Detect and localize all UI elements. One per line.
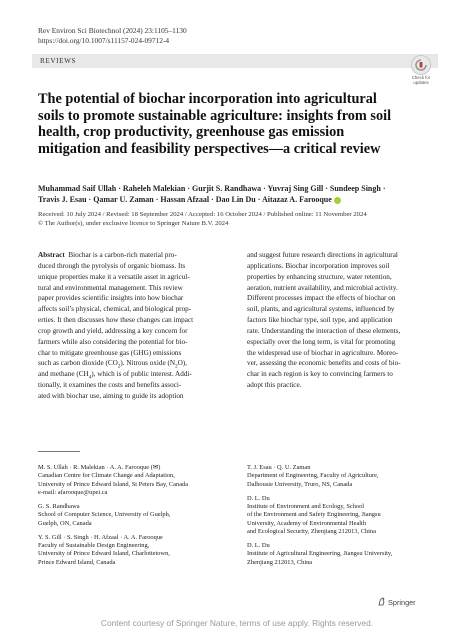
abstract-line: tural and environmental management. This review — [38, 283, 183, 292]
abstract-text: ), which is of public interest. Addi- — [91, 370, 192, 379]
check-badge-line-2: updates — [413, 79, 429, 85]
abstract-line: ver, assessing the economic benefits and costs of bio- — [247, 359, 401, 368]
affiliation-line: Prince Edward Island, Canada — [38, 558, 116, 566]
abstract-line: factors like biochar type, soil type, and application — [247, 316, 393, 325]
abstract-right-column — [247, 250, 439, 391]
author-list — [38, 183, 438, 206]
affiliation-block — [38, 464, 238, 497]
section-label: REVIEWS — [40, 57, 77, 65]
affiliation-line: Canadian Centre for Climate Change and Adaptation, — [38, 472, 175, 480]
subscript: 4 — [88, 375, 92, 381]
title-line: soils to promote sustainable agriculture: insights from soil — [38, 107, 392, 124]
abstract-line: aeration, nutrient availability, and microbial activity. — [247, 283, 398, 292]
publisher-logo — [378, 597, 416, 607]
abstract-line: properties by enhancing structure, water retention, — [247, 272, 392, 281]
abstract-line: unique properties make it a versatile asset in agricul- — [38, 272, 190, 281]
affiliations-right — [247, 464, 447, 573]
doi-link[interactable]: https://doi.org/10.1007/s11157-024-09712-4 — [38, 36, 170, 45]
abstract-line: and suggest future research directions in agricultural — [247, 251, 398, 259]
copyright-line: © The Author(s), under exclusive licence to Springer Nature B.V. 2024 — [38, 220, 229, 228]
abstract-line — [38, 369, 230, 380]
footnote-divider — [38, 451, 80, 452]
subscript: 2 — [117, 364, 121, 370]
affiliation-line: Department of Engineering, Faculty of Agriculture, — [247, 472, 379, 480]
abstract-left-column — [38, 250, 230, 402]
check-for-updates-badge[interactable] — [406, 55, 436, 85]
affiliation-block — [38, 503, 238, 528]
affiliation-line: University, Academy of Environmental Health — [247, 519, 367, 527]
affiliation-line: University of Prince Edward Island, Charlottetown, — [38, 550, 170, 558]
abstract-line: tionally, it examines the costs and benefits associ- — [38, 381, 182, 390]
affiliation-line: Institute of Environment and Ecology, School — [247, 503, 365, 510]
abstract-line: especially over the long term, is vital for promoting — [247, 337, 396, 346]
abstract-line — [38, 358, 230, 369]
check-badge-line-1: Check for — [411, 75, 431, 80]
affiliation-line: T. J. Esau · Q. U. Zaman — [247, 464, 311, 471]
abstract-line: affects soil’s physical, chemical, and biological prop- — [38, 305, 192, 314]
affiliation-line: of the Environment and Safety Engineering, Jiangsu — [247, 511, 381, 519]
check-for-updates-text — [406, 76, 436, 86]
affiliation-line: M. S. Ullah · R. Malekian · A. A. Farooque (✉) — [38, 464, 161, 471]
abstract-line: char to mitigate greenhouse gas (GHG) emissions — [38, 348, 182, 357]
author-line: Muhammad Saif Ullah · Raheleh Malekian · Gurjit S. Randhawa · Yuvraj Sing Gill · Sundeep Singh · — [38, 184, 386, 193]
email-link[interactable]: e-mail: afarooque@upei.ca — [38, 488, 108, 496]
abstract-line: crop growth and yield, addressing a key concern for — [38, 326, 188, 335]
footer-notice: Content courtesy of Springer Nature, terms of use apply. Rights reserved. — [100, 618, 374, 628]
affiliation-line: University of Prince Edward Island, St Peters Bay, Canada — [38, 480, 189, 488]
abstract-line: erties. It then discusses how these changes can impact — [38, 316, 194, 325]
abstract-line: Biochar is a carbon-rich material pro- — [68, 251, 177, 259]
affiliation-line: Y. S. Gill · S. Singh · H. Afzaal · A. A. Farooque — [38, 533, 163, 541]
abstract-line: soil, plants, and agricultural systems, influenced by — [247, 305, 395, 314]
affiliation-block — [247, 495, 447, 536]
abstract-line: the widespread use of biochar in agriculture. Moreo- — [247, 348, 399, 357]
abstract-heading: Abstract — [38, 251, 65, 259]
affiliation-line: Guelph, ON, Canada — [38, 519, 92, 527]
abstract-text: and methane (CH — [38, 370, 89, 379]
check-for-updates-icon — [411, 55, 431, 75]
affiliation-block — [247, 542, 447, 567]
abstract-line: rate. Understanding the interaction of these elements, — [247, 326, 401, 335]
affiliation-line: Faculty of Sustainable Design Engineering, — [38, 542, 150, 549]
abstract-line: duced through the pyrolysis of organic biomass. Its — [38, 261, 186, 270]
affiliation-line: G. S. Randhawa — [38, 503, 80, 510]
title-line: mitigation and feasibility perspectives—a critical review — [38, 140, 381, 157]
affiliation-line: D. L. Du — [247, 494, 270, 502]
abstract-text: O), — [177, 359, 187, 368]
abstract-text: such as carbon dioxide (CO — [38, 359, 118, 368]
abstract-line: Different processes impact the effects of biochar on — [247, 294, 396, 303]
journal-citation: Rev Environ Sci Biotechnol (2024) 23:1105–1130 — [38, 26, 187, 35]
title-line: The potential of biochar incorporation into agricultural — [38, 91, 377, 107]
abstract-line: paper provides scientific insights into how biochar — [38, 294, 184, 303]
article-title — [38, 91, 398, 157]
affiliation-line: and Ecological Security, Zhenjiang 212013, China — [247, 527, 376, 535]
abstract-line: farmers while also considering the potential for bio- — [38, 337, 188, 346]
affiliation-line: Zhenjiang 212013, China — [247, 558, 313, 566]
springer-horse-icon — [378, 597, 386, 606]
affiliation-block — [247, 464, 447, 489]
title-line: health, crop productivity, greenhouse gas emission — [38, 124, 345, 141]
affiliation-block — [38, 534, 238, 567]
abstract-line: char in each region is key to convincing farmers to — [247, 370, 393, 379]
section-bar — [32, 54, 438, 68]
dates-line: Received: 10 July 2024 / Revised: 18 September 2024 / Accepted: 16 October 2024 / Published online: 11 November 2024 — [38, 211, 367, 218]
abstract-line: adopt this practice. — [247, 381, 302, 390]
affiliation-line: Dalhousie University, Truro, NS, Canada — [247, 480, 353, 488]
abstract-line: applications. Biochar incorporation improves soil — [247, 261, 390, 270]
affiliation-line: School of Computer Science, University of Guelph, — [38, 511, 171, 519]
affiliation-line: Institute of Agricultural Engineering, Jiangsu University, — [247, 550, 393, 558]
publisher-name: Springer — [388, 598, 416, 607]
affiliations-left — [38, 464, 238, 573]
abstract-text: ). Nitrous oxide (N — [120, 359, 176, 368]
abstract-line: ated with biochar use, aiming to guide its adoption — [38, 391, 184, 400]
orcid-icon[interactable] — [334, 197, 341, 204]
subscript: 2 — [175, 364, 178, 370]
affiliation-line: D. L. Du — [247, 542, 270, 549]
author-line: Travis J. Esau · Qamar U. Zaman · Hassan Afzaal · Dao Lin Du · Aitazaz A. Farooque — [38, 195, 332, 205]
publication-dates — [38, 210, 438, 228]
